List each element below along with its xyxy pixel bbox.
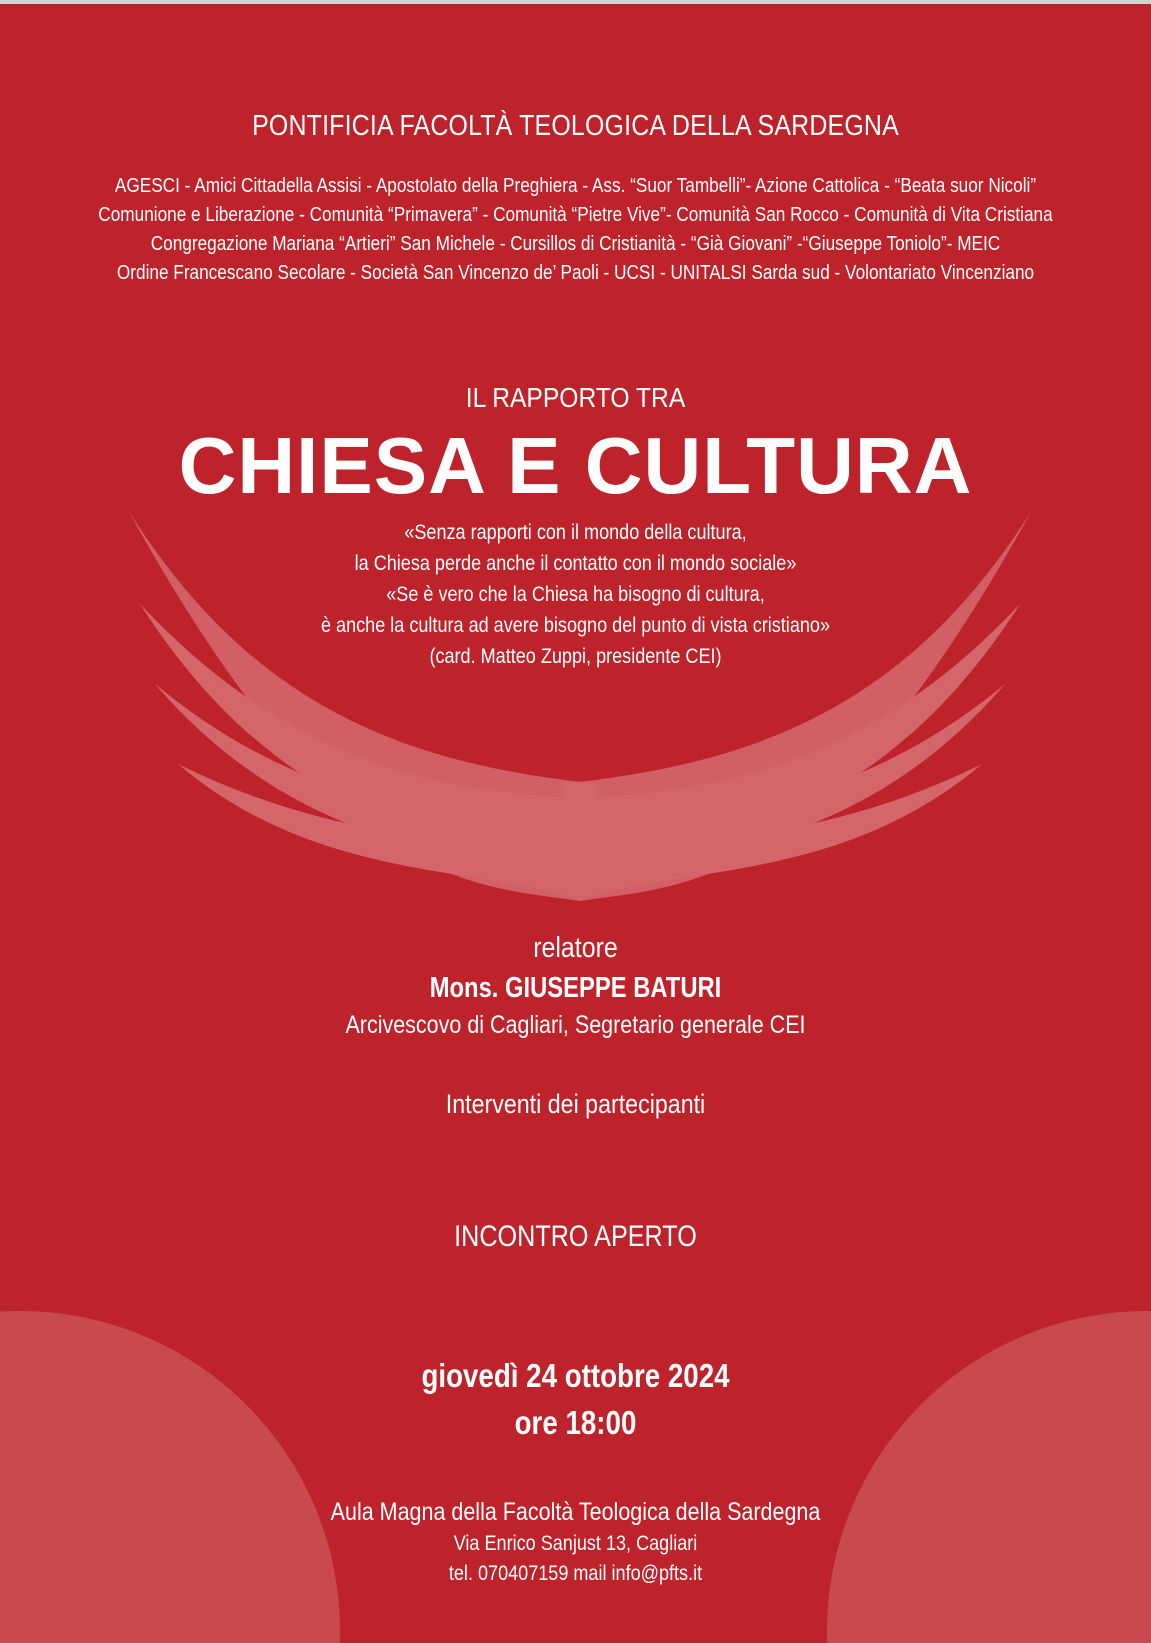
event-title: CHIESA E CULTURA — [178, 421, 973, 510]
event-poster — [0, 4, 1151, 1643]
event-pre-title: IL RAPPORTO TRA — [465, 382, 686, 413]
institution-heading: PONTIFICIA FACOLTÀ TEOLOGICA DELLA SARDEGNA — [252, 110, 899, 142]
associations-line: Comunione e Liberazione - Comunità “Primavera” - Comunità “Pietre Vive”- Comunità San Rocco - Comunità di Vita Cristiana — [98, 204, 1053, 226]
speaker-title: Arcivescovo di Cagliari, Segretario generale CEI — [345, 1011, 806, 1039]
venue-name: Aula Magna della Facoltà Teologica della Sardegna — [330, 1498, 821, 1526]
speaker-role: relatore — [533, 932, 618, 964]
contact-info: tel. 070407159 mail info@pfts.it — [448, 1562, 703, 1585]
speaker-name: Mons. GIUSEPPE BATURI — [429, 972, 722, 1004]
interventions-note: Interventi dei partecipanti — [445, 1089, 706, 1119]
venue-address: Via Enrico Sanjust 13, Cagliari — [453, 1532, 698, 1555]
associations-line: Congregazione Mariana “Artieri” San Michele - Cursillos di Cristianità - “Già Giovani” -“Giuseppe Toniolo”- MEIC — [150, 233, 1001, 255]
quote-line: la Chiesa perde anche il contatto con il mondo sociale» — [354, 552, 797, 575]
quote-line: «Se è vero che la Chiesa ha bisogno di cultura, — [386, 583, 765, 606]
event-time: ore 18:00 — [514, 1404, 637, 1441]
quote-line: è anche la cultura ad avere bisogno del punto di vista cristiano» — [320, 614, 831, 637]
quote-attribution: (card. Matteo Zuppi, presidente CEI) — [429, 645, 722, 668]
event-date: giovedì 24 ottobre 2024 — [421, 1357, 730, 1394]
associations-line: AGESCI - Amici Cittadella Assisi - Apostolato della Preghiera - Ass. “Suor Tambelli”- Azione Cattolica - “Beata suor Nicoli” — [114, 175, 1037, 197]
open-meeting-label: INCONTRO APERTO — [454, 1220, 697, 1253]
associations-line: Ordine Francescano Secolare - Società San Vincenzo de’ Paoli - UCSI - UNITALSI Sarda sud - Volontariato Vincenziano — [116, 262, 1035, 284]
quote-line: «Senza rapporti con il mondo della cultura, — [404, 521, 747, 544]
